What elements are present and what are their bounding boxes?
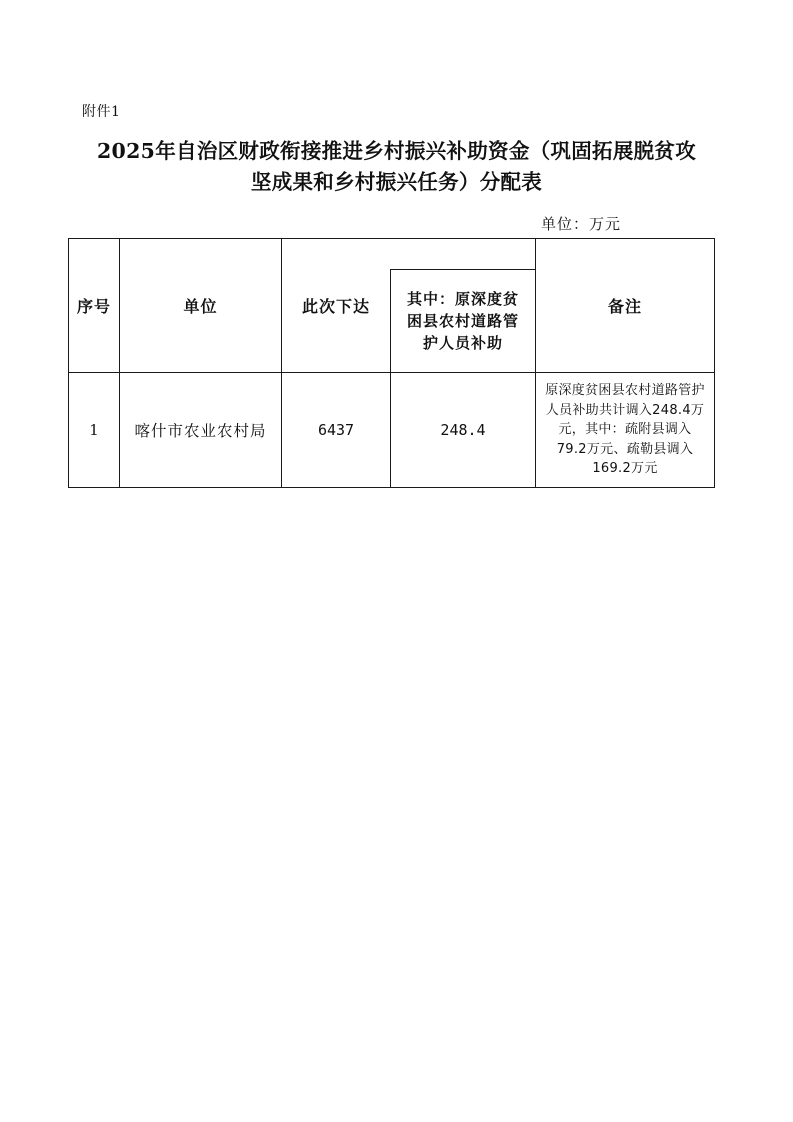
- attachment-label: 附件1: [82, 104, 121, 120]
- document-title: [60, 136, 733, 198]
- table-header-row-top: [69, 239, 715, 270]
- table-row: [69, 373, 715, 488]
- row-serial: 1: [69, 373, 120, 488]
- row-remark: [536, 373, 715, 488]
- header-unit: 单位: [120, 239, 282, 373]
- header-sub-allocation-text: 其中：原深度贫困县农村道路管护人员补助: [406, 290, 519, 352]
- header-sub-blank: [391, 239, 536, 270]
- header-remark: 备注: [536, 239, 715, 373]
- unit-note: 单位：万元: [541, 215, 622, 233]
- row-unit: 喀什市农业农村局: [120, 373, 282, 488]
- header-serial: 序号: [69, 239, 120, 373]
- row-allocation: 6437: [282, 373, 391, 488]
- row-sub-allocation: 248.4: [391, 373, 536, 488]
- allocation-table: [68, 238, 715, 488]
- title-line-1: 2025年自治区财政衔接推进乡村振兴补助资金（巩固拓展脱贫攻: [96, 139, 697, 163]
- header-sub-allocation: [391, 270, 536, 373]
- header-allocation: 此次下达: [282, 239, 391, 373]
- title-line-2: 坚成果和乡村振兴任务）分配表: [250, 170, 543, 194]
- row-remark-text: 原深度贫困县农村道路管护人员补助共计调入248.4万元，其中：疏附县调入79.2万元、疏勒县调入169.2万元: [545, 383, 705, 477]
